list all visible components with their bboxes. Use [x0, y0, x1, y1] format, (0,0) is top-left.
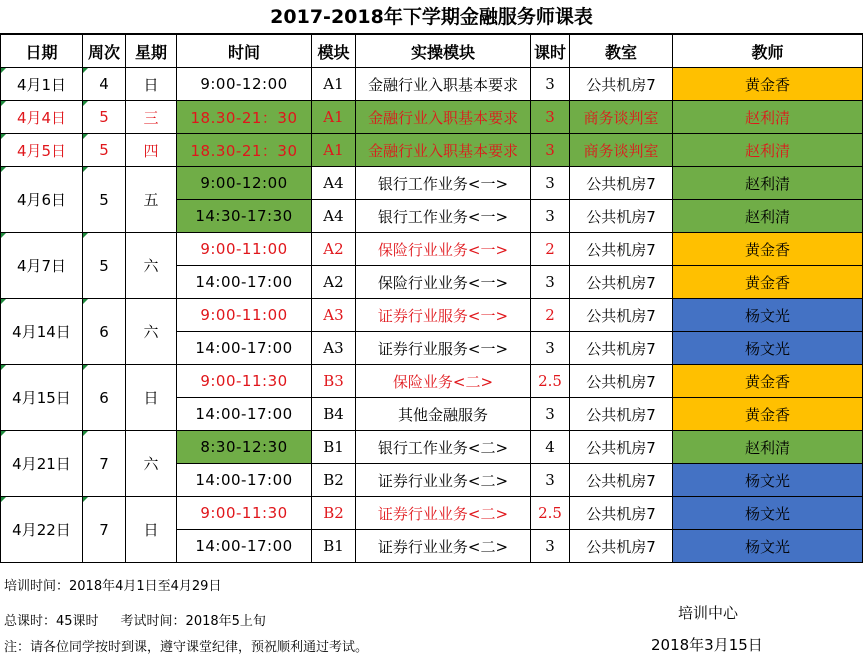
teacher-cell: 杨文光 [673, 530, 863, 563]
exam-time: 考试时间：2018年5上旬 [120, 614, 266, 629]
week-cell: 5 [83, 101, 126, 134]
comment-marker-icon [83, 431, 88, 436]
date-cell: 4月4日 [1, 101, 83, 134]
module-name-cell: 金融行业入职基本要求 [356, 68, 531, 101]
room-cell: 公共机房7 [570, 497, 673, 530]
time-cell: 14:00-17:00 [177, 398, 312, 431]
comment-marker-icon [83, 497, 88, 502]
module-name-cell: 银行工作业务<二> [356, 431, 531, 464]
teacher-cell: 杨文光 [673, 464, 863, 497]
week-cell: 5 [83, 134, 126, 167]
comment-marker-icon [1, 101, 6, 106]
module-code-cell: A4 [312, 167, 356, 200]
schedule-body [1, 68, 863, 563]
day-cell: 日 [126, 497, 177, 563]
time-cell: 8:30-12:30 [177, 431, 312, 464]
hours-cell: 2.5 [531, 365, 570, 398]
module-name-cell: 证券行业业务<二> [356, 497, 531, 530]
issue-date: 2018年3月15日 [651, 636, 763, 654]
room-cell: 公共机房7 [570, 167, 673, 200]
module-name-cell: 金融行业入职基本要求 [356, 134, 531, 167]
header-teacher: 教师 [673, 35, 863, 68]
comment-marker-icon [83, 167, 88, 172]
comment-marker-icon [1, 68, 6, 73]
teacher-cell: 赵利清 [673, 134, 863, 167]
hours-cell: 2.5 [531, 497, 570, 530]
teacher-cell: 赵利清 [673, 167, 863, 200]
hours-cell: 3 [531, 200, 570, 233]
module-code-cell: A1 [312, 101, 356, 134]
module-code-cell: A2 [312, 266, 356, 299]
sheet-title: 2017-2018年下学期金融服务师课表 [0, 0, 863, 34]
comment-marker-icon [1, 167, 6, 172]
hours-cell: 3 [531, 332, 570, 365]
room-cell: 公共机房7 [570, 299, 673, 332]
comment-marker-icon [1, 497, 6, 502]
module-name-cell: 银行工作业务<一> [356, 167, 531, 200]
week-cell: 4 [83, 68, 126, 101]
hours-cell: 2 [531, 299, 570, 332]
table-row [1, 497, 863, 530]
hours-cell: 4 [531, 431, 570, 464]
room-cell: 公共机房7 [570, 200, 673, 233]
footer-note: 注：请各位同学按时到课，遵守课堂纪律，预祝顺利通过考试。 [4, 640, 369, 655]
room-cell: 公共机房7 [570, 464, 673, 497]
date-cell: 4月22日 [1, 497, 83, 563]
time-cell: 9:00-12:00 [177, 167, 312, 200]
module-code-cell: B4 [312, 398, 356, 431]
day-cell: 五 [126, 167, 177, 233]
day-cell: 日 [126, 68, 177, 101]
time-cell: 18.30-21：30 [177, 101, 312, 134]
hours-cell: 3 [531, 398, 570, 431]
room-cell: 商务谈判室 [570, 134, 673, 167]
date-cell: 4月6日 [1, 167, 83, 233]
hours-cell: 3 [531, 167, 570, 200]
comment-marker-icon [83, 365, 88, 370]
time-cell: 9:00-11:30 [177, 497, 312, 530]
module-code-cell: B1 [312, 530, 356, 563]
hours-cell: 3 [531, 134, 570, 167]
comment-marker-icon [83, 68, 88, 73]
module-code-cell: A3 [312, 299, 356, 332]
day-cell: 四 [126, 134, 177, 167]
module-name-cell: 证券行业服务<一> [356, 299, 531, 332]
teacher-cell: 杨文光 [673, 497, 863, 530]
module-code-cell: B2 [312, 464, 356, 497]
hours-cell: 3 [531, 68, 570, 101]
time-cell: 9:00-11:30 [177, 365, 312, 398]
header-row [1, 35, 863, 68]
teacher-cell: 黄金香 [673, 365, 863, 398]
table-row [1, 68, 863, 101]
header-module: 实操模块 [356, 35, 531, 68]
hours-cell: 3 [531, 530, 570, 563]
header-code: 模块 [312, 35, 356, 68]
header-hours: 课时 [531, 35, 570, 68]
module-name-cell: 金融行业入职基本要求 [356, 101, 531, 134]
week-cell: 5 [83, 233, 126, 299]
module-code-cell: A1 [312, 134, 356, 167]
header-room: 教室 [570, 35, 673, 68]
time-cell: 18.30-21：30 [177, 134, 312, 167]
time-cell: 9:00-12:00 [177, 68, 312, 101]
table-row [1, 101, 863, 134]
day-cell: 六 [126, 233, 177, 299]
comment-marker-icon [83, 101, 88, 106]
header-day: 星期 [126, 35, 177, 68]
table-row [1, 431, 863, 464]
table-row [1, 134, 863, 167]
module-name-cell: 证券行业业务<二> [356, 464, 531, 497]
day-cell: 六 [126, 431, 177, 497]
table-row [1, 299, 863, 332]
date-cell: 4月5日 [1, 134, 83, 167]
week-cell: 7 [83, 497, 126, 563]
module-name-cell: 保险行业业务<一> [356, 266, 531, 299]
module-code-cell: A2 [312, 233, 356, 266]
teacher-cell: 赵利清 [673, 200, 863, 233]
room-cell: 公共机房7 [570, 266, 673, 299]
hours-cell: 3 [531, 464, 570, 497]
module-code-cell: A3 [312, 332, 356, 365]
week-cell: 7 [83, 431, 126, 497]
comment-marker-icon [83, 134, 88, 139]
hours-cell: 2 [531, 233, 570, 266]
comment-marker-icon [1, 233, 6, 238]
module-code-cell: A1 [312, 68, 356, 101]
header-time: 时间 [177, 35, 312, 68]
comment-marker-icon [1, 365, 6, 370]
module-code-cell: A4 [312, 200, 356, 233]
comment-marker-icon [1, 431, 6, 436]
schedule-table [0, 34, 863, 563]
module-name-cell: 保险业务<二> [356, 365, 531, 398]
teacher-cell: 黄金香 [673, 233, 863, 266]
hours-and-exam [4, 610, 266, 629]
room-cell: 公共机房7 [570, 332, 673, 365]
time-cell: 14:00-17:00 [177, 530, 312, 563]
date-cell: 4月7日 [1, 233, 83, 299]
table-row [1, 167, 863, 200]
time-cell: 14:00-17:00 [177, 266, 312, 299]
time-cell: 14:00-17:00 [177, 332, 312, 365]
room-cell: 公共机房7 [570, 431, 673, 464]
module-name-cell: 银行工作业务<一> [356, 200, 531, 233]
teacher-cell: 黄金香 [673, 398, 863, 431]
room-cell: 公共机房7 [570, 398, 673, 431]
teacher-cell: 杨文光 [673, 299, 863, 332]
teacher-cell: 黄金香 [673, 266, 863, 299]
comment-marker-icon [1, 134, 6, 139]
time-cell: 14:30-17:30 [177, 200, 312, 233]
module-code-cell: B1 [312, 431, 356, 464]
week-cell: 6 [83, 299, 126, 365]
module-code-cell: B3 [312, 365, 356, 398]
week-cell: 6 [83, 365, 126, 431]
module-name-cell: 保险行业业务<一> [356, 233, 531, 266]
total-hours: 总课时：45课时 [4, 614, 99, 629]
day-cell: 三 [126, 101, 177, 134]
header-week: 周次 [83, 35, 126, 68]
teacher-cell: 黄金香 [673, 68, 863, 101]
room-cell: 公共机房7 [570, 233, 673, 266]
date-cell: 4月14日 [1, 299, 83, 365]
module-code-cell: B2 [312, 497, 356, 530]
date-cell: 4月21日 [1, 431, 83, 497]
day-cell: 日 [126, 365, 177, 431]
room-cell: 公共机房7 [570, 530, 673, 563]
module-name-cell: 证券行业服务<一> [356, 332, 531, 365]
table-row [1, 365, 863, 398]
footer [0, 562, 863, 661]
table-row [1, 233, 863, 266]
time-cell: 14:00-17:00 [177, 464, 312, 497]
module-name-cell: 其他金融服务 [356, 398, 531, 431]
room-cell: 公共机房7 [570, 365, 673, 398]
module-name-cell: 证券行业业务<二> [356, 530, 531, 563]
issuer: 培训中心 [678, 604, 739, 622]
time-cell: 9:00-11:00 [177, 299, 312, 332]
comment-marker-icon [83, 233, 88, 238]
week-cell: 5 [83, 167, 126, 233]
comment-marker-icon [83, 299, 88, 304]
date-cell: 4月1日 [1, 68, 83, 101]
room-cell: 公共机房7 [570, 68, 673, 101]
training-period: 培训时间：2018年4月1日至4月29日 [4, 579, 222, 594]
date-cell: 4月15日 [1, 365, 83, 431]
teacher-cell: 赵利清 [673, 101, 863, 134]
day-cell: 六 [126, 299, 177, 365]
comment-marker-icon [1, 299, 6, 304]
room-cell: 商务谈判室 [570, 101, 673, 134]
time-cell: 9:00-11:00 [177, 233, 312, 266]
hours-cell: 3 [531, 266, 570, 299]
teacher-cell: 杨文光 [673, 332, 863, 365]
teacher-cell: 赵利清 [673, 431, 863, 464]
header-date: 日期 [1, 35, 83, 68]
hours-cell: 3 [531, 101, 570, 134]
